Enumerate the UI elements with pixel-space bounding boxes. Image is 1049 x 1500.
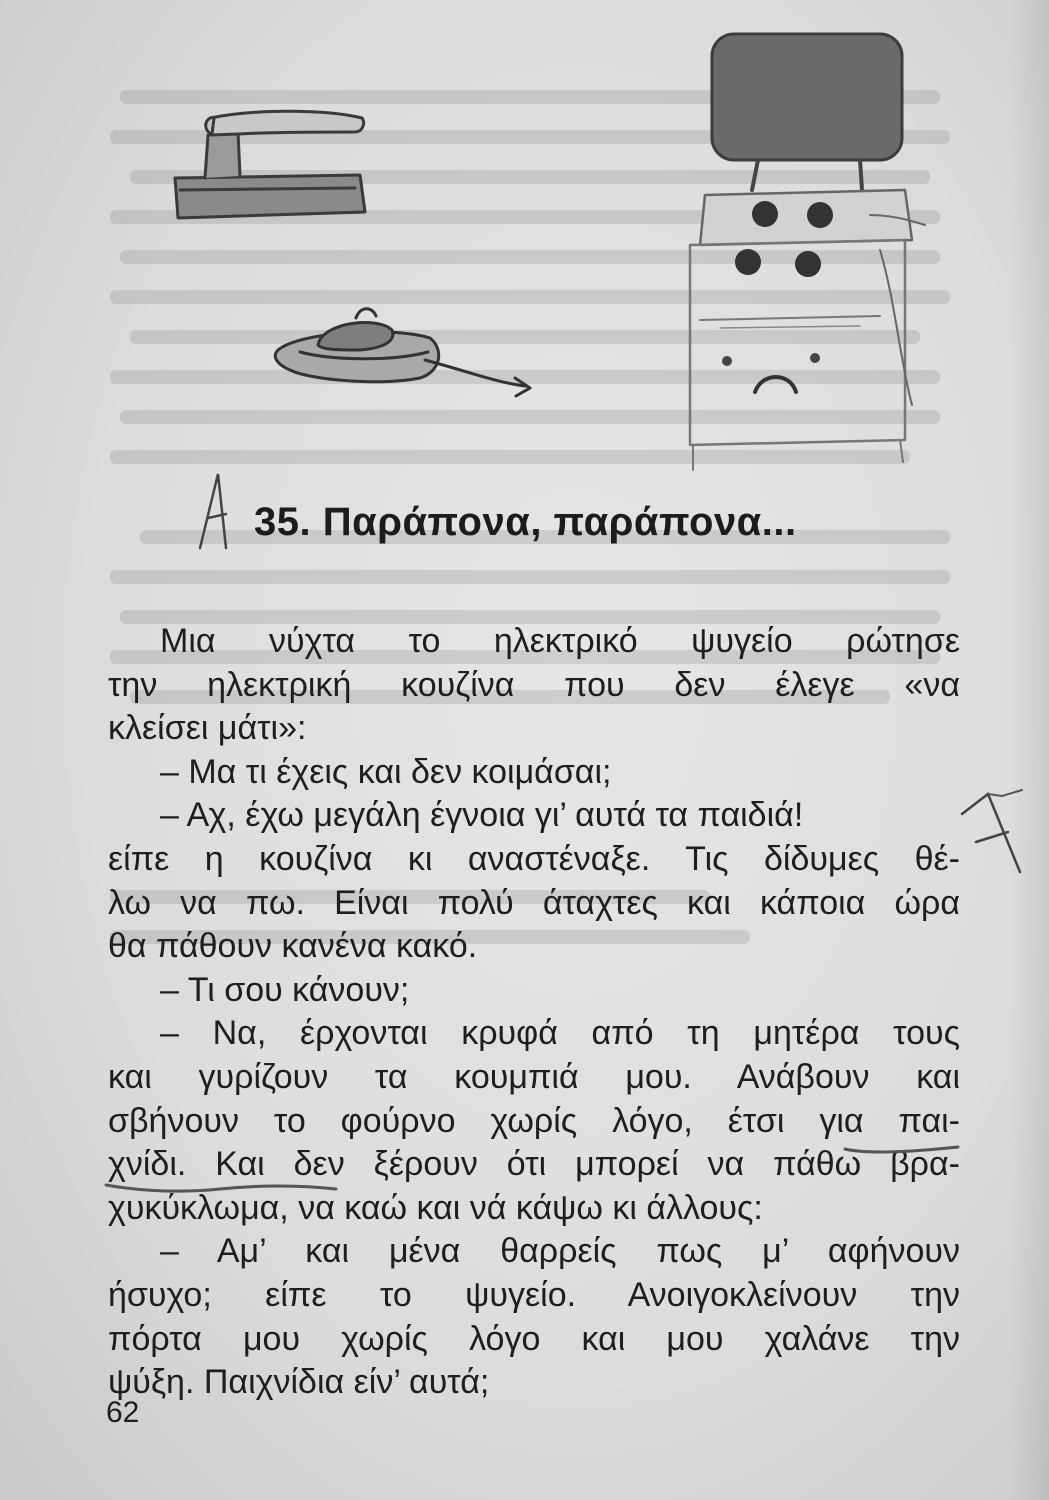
text-line: την ηλεκτρική κουζίνα που δεν έλεγε «να bbox=[108, 665, 960, 704]
text-line: είπε η κουζίνα κι αναστέναξε. Τις δίδυμες θέ- bbox=[108, 839, 960, 878]
handwritten-grade-mark bbox=[192, 468, 252, 554]
text-line: πόρτα μου χωρίς λόγο και μου χαλάνε την bbox=[108, 1319, 960, 1358]
chapter-heading bbox=[254, 500, 797, 545]
chapter-number: 35. bbox=[254, 500, 312, 544]
text-line: – Να, έρχονται κρυφά από τη μητέρα τους bbox=[160, 1014, 960, 1053]
chapter-title: Παράπονα, παράπονα... bbox=[322, 500, 797, 544]
text-line: – Μα τι έχεις και δεν κοιμάσαι; bbox=[160, 752, 612, 791]
heater-drawing bbox=[275, 309, 530, 396]
page-edge-shadow bbox=[1009, 0, 1049, 1500]
text-line: ήσυχο; είπε το ψυγείο. Ανοιγοκλείνουν την bbox=[108, 1275, 960, 1314]
text-line: χνίδι. Και δεν ξέρουν ότι μπορεί να πάθω βρα- bbox=[108, 1145, 960, 1184]
text-line: σβήνουν το φούρνο χωρίς λόγο, έτσι για παι- bbox=[108, 1101, 960, 1140]
text-line: – Τι σου κάνουν; bbox=[160, 970, 410, 1009]
text-line: ψύξη. Παιχνίδια είν’ αυτά; bbox=[108, 1363, 490, 1402]
stove-drawing bbox=[690, 34, 925, 470]
text-line: λω να πω. Είναι πολύ άταχτες και κάποια ώρα bbox=[108, 883, 960, 922]
text-line: θα πάθουν κανένα κακό. bbox=[108, 927, 478, 966]
text-line: χυκύκλωμα, να καώ και νά κάψω κι άλλους: bbox=[108, 1188, 763, 1227]
text-line: Μια νύχτα το ηλεκτρικό ψυγείο ρώτησε bbox=[160, 622, 960, 660]
page-number: 62 bbox=[106, 1396, 140, 1429]
text-line: και γυρίζουν τα κουμπιά μου. Ανάβουν και bbox=[108, 1057, 960, 1096]
text-line: – Αχ, έχω μεγάλη έγνοια γι’ αυτά τα παιδιά! bbox=[160, 796, 804, 835]
pencil-underline bbox=[100, 1145, 1000, 1205]
text-line: – Αμ’ και μένα θαρρείς πως μ’ αφήνουν bbox=[160, 1232, 960, 1271]
iron-drawing bbox=[175, 111, 365, 218]
text-line: κλείσει μάτι»: bbox=[108, 709, 307, 748]
story-text bbox=[108, 620, 960, 1405]
illustrations bbox=[0, 0, 1049, 500]
